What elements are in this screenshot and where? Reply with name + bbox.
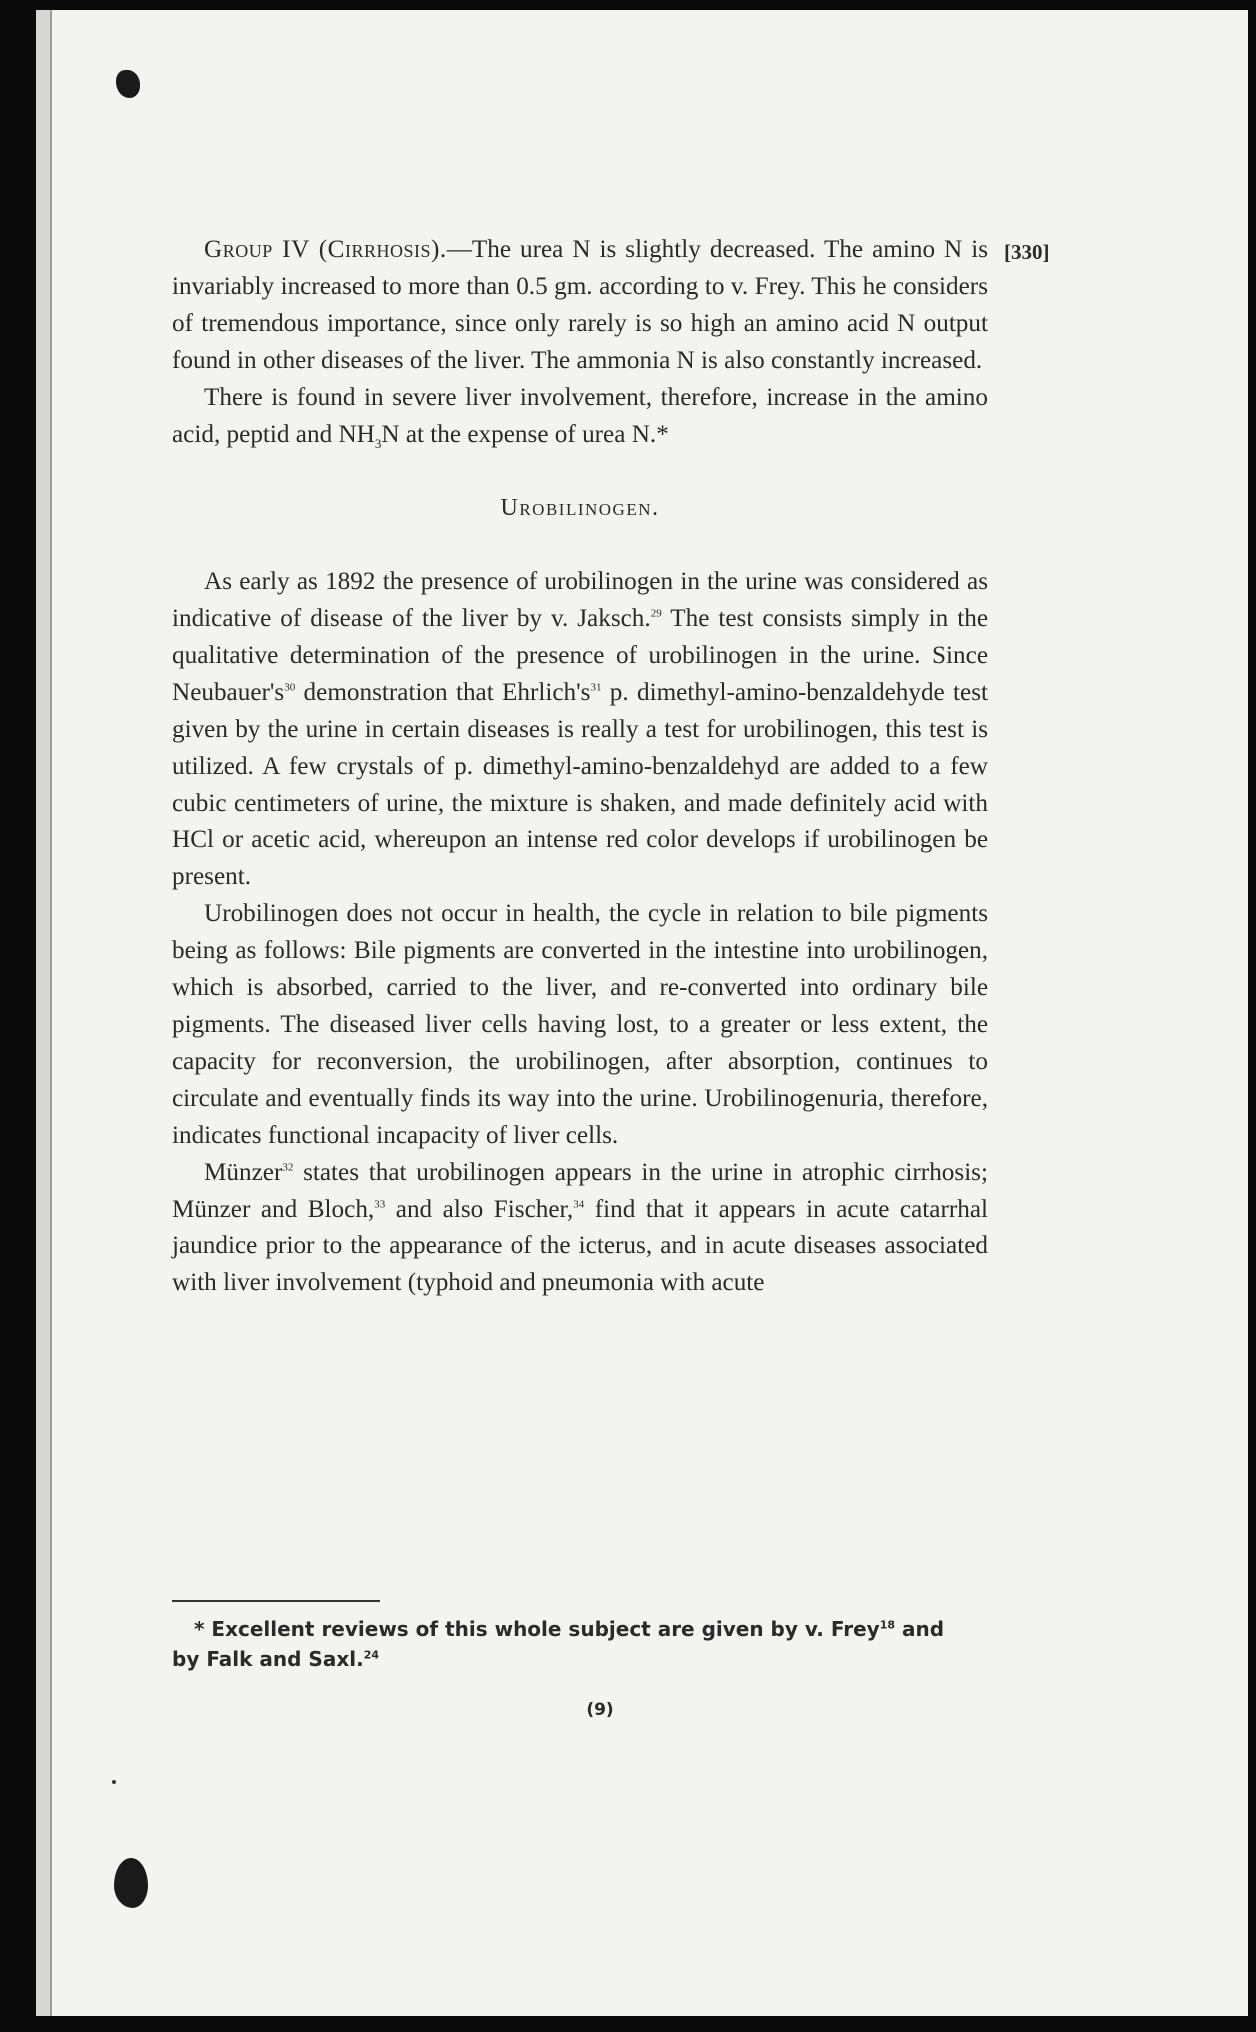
reference-34: 34 bbox=[573, 1198, 585, 1211]
intro-text-3: demonstration that Ehrlich's bbox=[295, 678, 591, 706]
footnote-divider bbox=[172, 1600, 380, 1602]
paragraph-munzer bbox=[172, 1155, 988, 1303]
paragraph-severe-liver bbox=[172, 380, 988, 454]
intro-text-4: p. dimethyl-amino-benzaldehyde test given by the urine in certain diseases is really a test for urobilinogen, this test is utilized. A few crystals of p. dimethyl-amino-benzaldehyd are added to a few cubic centimeters of urine, the mixture is shaken, and made definitely acid with HCl or acetic acid, whereupon an intense red color develops if urobilinogen be present. bbox=[172, 678, 988, 891]
footnote-reference-24: 24 bbox=[363, 1648, 380, 1662]
section-heading: Urobilinogen. bbox=[500, 495, 660, 522]
reference-31: 31 bbox=[590, 681, 602, 694]
group-iv-label: Group IV (Cirrhosis). bbox=[204, 236, 447, 263]
intro-text-1: As early as 1892 the presence of urobilinogen in the urine was considered as indicative of disease of the liver by v. Jaksch. bbox=[172, 568, 988, 633]
reference-33: 33 bbox=[374, 1198, 386, 1211]
intro-text-2: The test consists simply in the qualitative determination of the presence of urobilinogen in the urine. Since Neubauer's bbox=[172, 605, 988, 706]
munzer-text-4: find that it appears in acute catarrhal jaundice prior to the appearance of the icterus, and in acute diseases associated with liver involvement (typhoid and pneumonia with acute bbox=[172, 1195, 988, 1297]
munzer-text-3: and also Fischer, bbox=[385, 1195, 574, 1223]
body-text bbox=[172, 232, 988, 1302]
severe-text-end: N at the expense of urea N.* bbox=[381, 420, 669, 448]
nh3-subscript: 3 bbox=[374, 435, 382, 451]
footnote-paragraph bbox=[172, 1614, 952, 1674]
reference-32: 32 bbox=[282, 1161, 294, 1174]
munzer-text-2: states that urobilinogen appears in the urine in atrophic cirrhosis; Münzer and Bloch, bbox=[172, 1158, 988, 1223]
ink-blot-top bbox=[116, 70, 140, 98]
ink-speck bbox=[112, 1780, 116, 1784]
binding-shadow-line bbox=[50, 10, 52, 2016]
footnote bbox=[172, 1614, 952, 1674]
severe-text-start: There is found in severe liver involvement, therefore, increase in the amino acid, peptid and NH bbox=[172, 383, 988, 448]
paragraph-urobilinogen-intro bbox=[172, 564, 988, 896]
margin-page-reference: [330] bbox=[1004, 240, 1050, 264]
footnote-text-1: * Excellent reviews of this whole subject are given by v. Frey bbox=[194, 1617, 880, 1641]
ink-blot-bottom bbox=[114, 1858, 148, 1908]
munzer-text-1: Münzer bbox=[204, 1158, 283, 1186]
reference-30: 30 bbox=[284, 681, 296, 694]
group-iv-text: —The urea N is slightly decreased. The amino N is invariably increased to more than 0.5 gm. according to v. Frey. This he considers of tremendous importance, since only rarely is so high an amino acid N output found in other diseases of the liver. The ammonia N is also constantly increased. bbox=[172, 236, 988, 374]
footnote-text-2: and by Falk and Saxl. bbox=[172, 1617, 945, 1671]
paragraph-urobilinogen-cycle: Urobilinogen does not occur in health, the cycle in relation to bile pigments being as follows: Bile pigments are converted in the intestine into urobilinogen, which is absorbed, carried to the liver, and re-converted into ordinary bile pigments. The diseased liver cells having lost, to a greater or less extent, the capacity for reconversion, the urobilinogen, after absorption, continues to circulate and eventually finds its way into the urine. Urobilinogenuria, therefore, indicates functional incapacity of liver cells. bbox=[172, 900, 988, 1149]
reference-29: 29 bbox=[650, 607, 662, 620]
paragraph-group-iv bbox=[172, 232, 988, 380]
page-binding-edge bbox=[36, 10, 50, 2016]
section-heading-block bbox=[172, 453, 988, 564]
footnote-reference-18: 18 bbox=[879, 1618, 895, 1632]
page-number: (9) bbox=[586, 1700, 614, 1720]
